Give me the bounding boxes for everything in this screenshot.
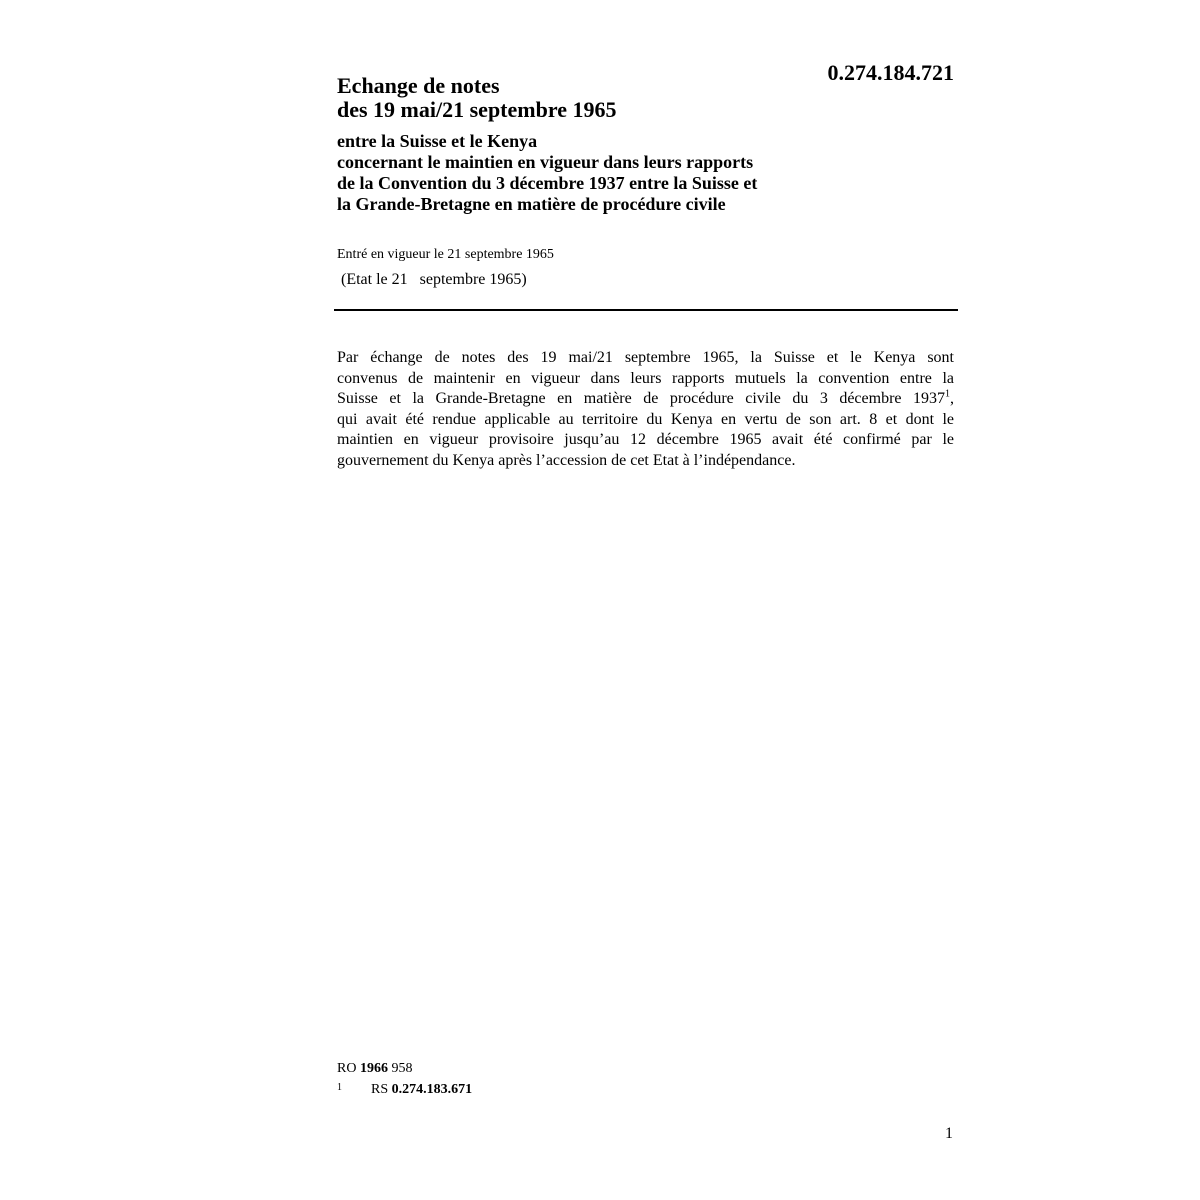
body-line: gouvernement du Kenya après l’accession de cet Etat à l’indépendance. — [337, 451, 796, 469]
subtitle-line: entre la Suisse et le Kenya — [337, 131, 538, 151]
body-line: Par échange de notes des 19 mai/21 septembre 1965, la Suisse et le Kenya sont — [337, 349, 954, 366]
page-number: 1 — [945, 1125, 953, 1142]
body-line: convenus de maintenir en vigueur dans leurs rapports mutuels la convention entre la — [337, 369, 954, 387]
body-line: qui avait été rendue applicable au territoire du Kenya en vertu de son art. 8 et dont le — [337, 410, 954, 428]
footnote-number: 1 — [337, 1082, 342, 1093]
body-paragraph — [337, 348, 954, 471]
footnotes — [337, 1058, 472, 1101]
title-line: des 19 mai/21 septembre 1965 — [337, 97, 617, 122]
subtitle-line: concernant le maintien en vigueur dans leurs rapports — [337, 152, 754, 172]
footnote-1: 1 RS 0.274.183.671 — [337, 1079, 472, 1101]
body-line: maintien en vigueur provisoire jusqu’au 12 décembre 1965 avait été confirmé par le — [337, 431, 954, 448]
title-line: Echange de notes — [337, 73, 500, 98]
ro-reference: RO 1966 958 — [337, 1061, 413, 1076]
document-title — [337, 74, 837, 122]
document-number: 0.274.184.721 — [827, 60, 954, 85]
body-line: Suisse et la Grande-Bretagne en matière de procédure civile du 3 décembre 1937$^1$, — [337, 388, 954, 407]
state-date: (Etat le 21 septembre 1965) — [341, 271, 527, 288]
subtitle-line: la Grande-Bretagne en matière de procédure civile — [337, 194, 726, 214]
subtitle-line: de la Convention du 3 décembre 1937 entre la Suisse et — [337, 173, 758, 193]
document-subtitle — [337, 131, 897, 215]
footnote-reference[interactable]: 1 — [945, 388, 950, 400]
entry-into-force: Entré en vigueur le 21 septembre 1965 — [337, 247, 554, 262]
footnote-link[interactable]: 0.274.183.671 — [391, 1082, 473, 1097]
horizontal-rule — [334, 309, 958, 311]
